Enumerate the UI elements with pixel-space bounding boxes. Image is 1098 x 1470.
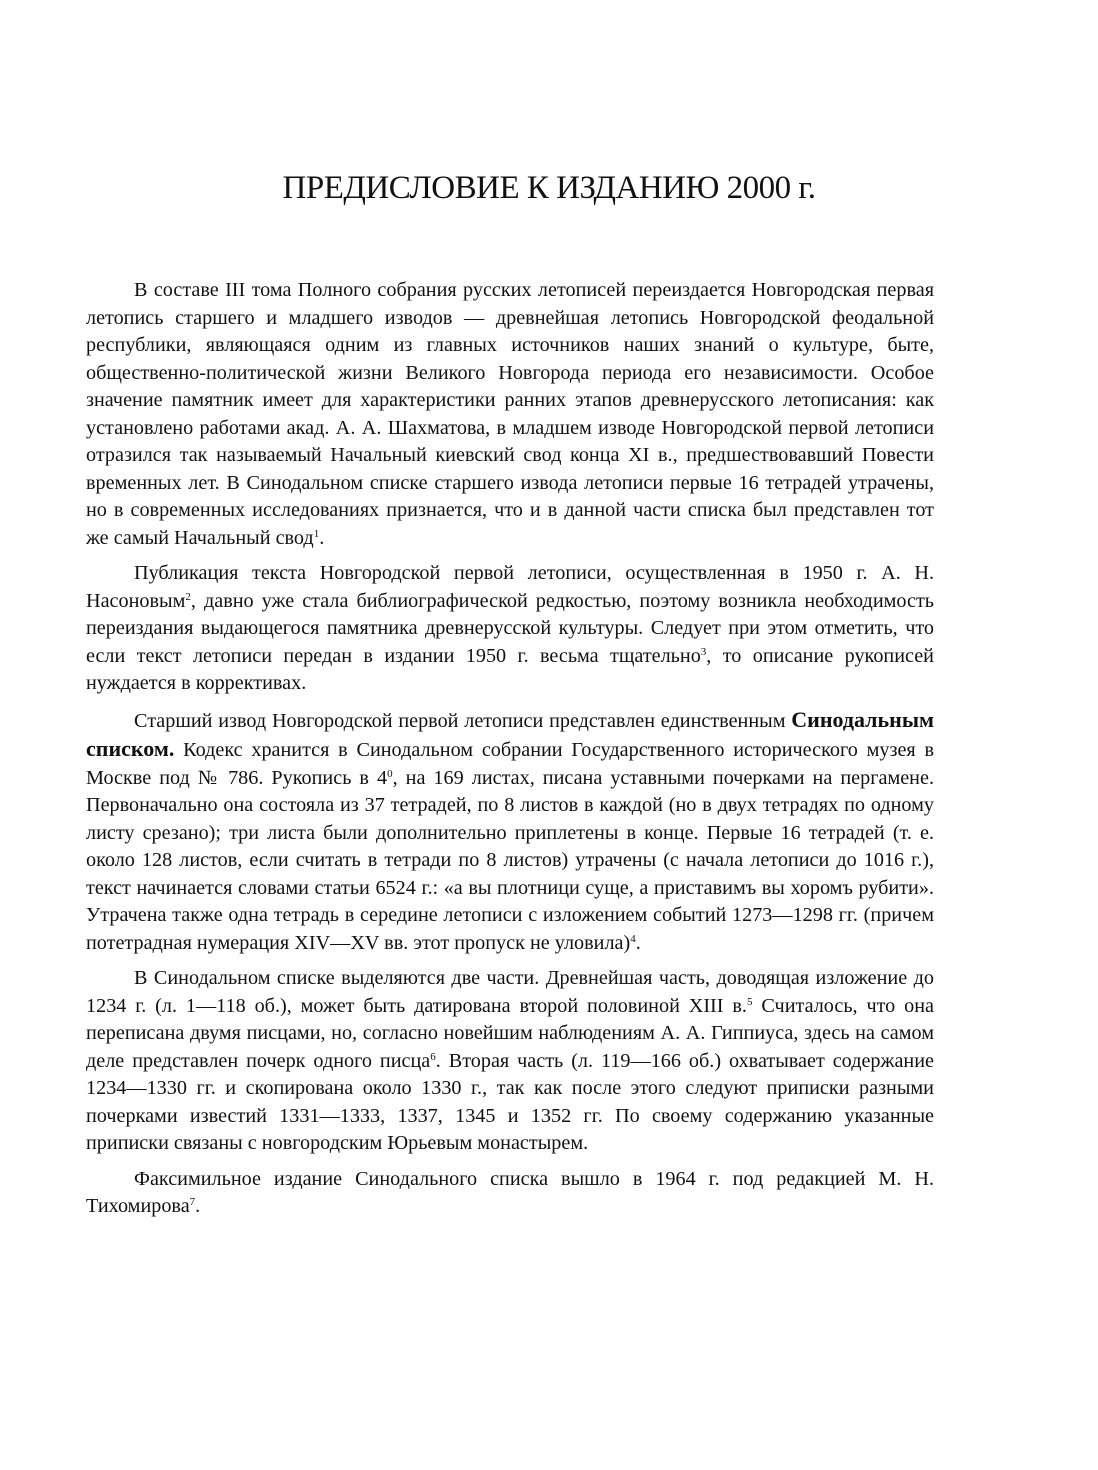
paragraph-text: Факсимильное издание Синодального списка вышло в 1964 г. под редакцией М. Н. Тихомирова — [86, 1167, 934, 1217]
format-superscript: 0 — [387, 767, 393, 780]
paragraph-3 — [86, 706, 934, 958]
footnote-marker: 6 — [430, 1050, 436, 1063]
footnote-marker: 1 — [313, 527, 320, 540]
footnote-marker: 4 — [630, 932, 636, 945]
paragraph-text: , давно уже стала библиографической редкостью, поэтому возникла необходимость переиздания выдающегося памятника древнерусской культуры. Следует при этом отметить, что если текст летописи передан в издании 1950 г. весьма тщательно — [86, 589, 934, 667]
paragraph-text: Считалось, что она переписана двумя писцами, но, согласно новейшим наблюдениям А. А. Гиппиуса, здесь на самом деле представлен почерк одного писца — [86, 994, 935, 1072]
paragraph-5 — [86, 1166, 934, 1221]
paragraph-text: Старший извод Новгородской первой летописи представлен единственным — [134, 709, 792, 732]
paragraph-1 — [86, 277, 934, 552]
page-title: ПРЕДИСЛОВИЕ К ИЗДАНИЮ 2000 г. — [282, 170, 816, 206]
paragraph-text: , на 169 листах, писана уставными почерками на пергамене. Первоначально она состояла из 37 тетрадей, по 8 листов в каждой (но в двух тетрадях по одному листу срезано); три листа были дополнительно приплетены в конце. Первые 16 тетрадей (т. е. около 128 листов, если считать в тетради по 8 листов) утрачены (с начала летописи до 1016 г.), текст начинается словами статьи 6524 г.: «а вы плотници суще, а приставимъ вы хоромъ рубити». Утрачена также одна тетрадь в середине летописи с изложением событий 1273—1298 гг. (причем потетрадная нумерация XIV—XV вв. этот пропуск не уловила) — [86, 766, 934, 954]
paragraph-text: Кодекс хранится в Синодальном собрании Государственного исторического музея в Москве под № 786. Рукопись в 4 — [86, 739, 934, 789]
footnote-marker: 2 — [185, 590, 191, 603]
paragraph-text: . Вторая часть (л. 119—166 об.) охватывает содержание 1234—1330 гг. и скопирована около 1330 г., так как после этого следуют приписки разными почерками известий 1331—1333, 1337, 1345 и 1352 гг. По своему содержанию указанные приписки связаны с новгородским Юрьевым монастырем. — [86, 1049, 934, 1154]
paragraph-text: , то описание рукописей нуждается в коррективах. — [86, 644, 934, 694]
body-text — [86, 277, 934, 1229]
paragraph-2 — [86, 560, 934, 698]
footnote-marker: 5 — [746, 995, 753, 1008]
paragraph-text: В Синодальном списке выделяются две части. Древнейшая часть, доводящая изложение до 1234 г. (л. 1—118 об.), может быть датирована второй половиной XIII в. — [86, 967, 934, 1017]
paragraph-text: В составе III тома Полного собрания русских летописей переиздается Новгородская первая летопись старшего и младшего изводов — древнейшая летопись Новгородской феодальной республики, являющаяся одним из главных источников наших знаний о культуре, быте, общественно-политической жизни Великого Новгорода периода его независимости. Особое значение памятник имеет для характеристики ранних этапов древнерусского летописания: как установлено работами акад. А. А. Шахматова, в младшем изводе Новгородской первой летописи отразился так называемый Начальный киевский свод конца XI в., предшествовавший Повести временных лет. В Синодальном списке старшего извода летописи первые 16 тетрадей утрачены, но в современных исследованиях признается, что и в данной части списка был представлен тот же самый Начальный свод — [86, 279, 934, 549]
paragraph-tail: . — [635, 931, 641, 954]
footnote-marker: 3 — [700, 645, 707, 658]
paragraph-tail: . — [195, 1195, 201, 1217]
paragraph-tail: . — [319, 526, 325, 549]
bold-term: Синодальным списком. — [86, 706, 934, 761]
paragraph-text: Публикация текста Новгородской первой летописи, осуществленная в 1950 г. А. Н. Насоновым — [86, 562, 934, 612]
paragraph-4 — [86, 965, 934, 1158]
footnote-marker: 7 — [189, 1196, 196, 1208]
